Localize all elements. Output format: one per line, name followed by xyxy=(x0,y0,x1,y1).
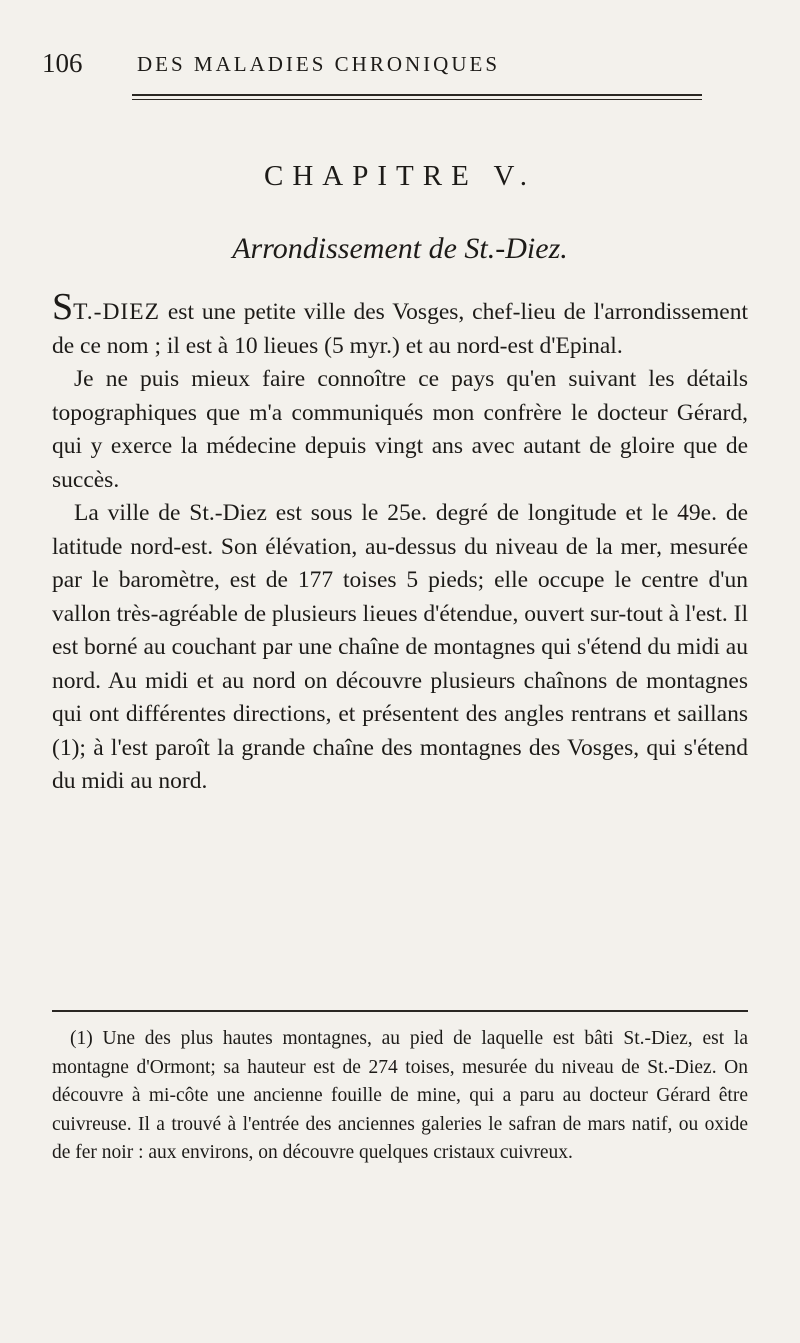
paragraph-2: Je ne puis mieux faire connoître ce pays qu'en suivant les détails topographiques que m'a communiqués mon confrère le docteur Gérard, qui y exerce la médecine depuis vingt ans avec autant de gloire que de succès. xyxy=(52,366,748,493)
footnote-text: (1) Une des plus hautes montagnes, au pied de laquelle est bâti St.-Diez, est la montagne d'Ormont; sa hauteur est de 274 toises, mesurée du niveau de St.-Diez. On découvre à mi-côte une ancienne fouille de mine, qui a paru au docteur Gérard être cuivreuse. Il a trouvé à l'entrée des anciennes galeries le safran de mars natif, ou oxide de fer noir : aux environs, on découvre quelques cristaux cuivreux. xyxy=(52,1028,748,1163)
page-number: 106 xyxy=(42,48,83,78)
paragraph-1 xyxy=(52,286,748,363)
place-name: T.-DIEZ xyxy=(73,299,160,325)
running-head xyxy=(42,48,758,82)
paragraph-3: La ville de St.-Diez est sous le 25e. degré de longitude et le 49e. de latitude nord-est. Son élévation, au-dessus du niveau de la mer, mesurée par le baromètre, est de 177 toises 5 pieds; elle occupe le centre d'un vallon très-agréable de plusieurs lieues d'étendue, ouvert sur-tout à l'est. Il est borné au couchant par une chaîne de montagnes qui s'étend du midi au nord. Au midi et au nord on découvre plusieurs chaînons de montagnes qui ont différentes directions, et présentent des angles rentrans et saillans (1); à l'est paroît la grande chaîne des montagnes des Vosges, qui s'étend du midi au nord. xyxy=(52,500,748,794)
running-title: DES MALADIES CHRONIQUES xyxy=(137,52,501,76)
paragraph-1-text: est une petite ville des Vosges, chef-lieu de l'arrondissement de ce nom ; il est à 10 lieues (5 myr.) et au nord-est d'Epinal. xyxy=(52,299,748,359)
footnote xyxy=(52,1025,748,1168)
chapter-subtitle: Arrondissement de St.-Diez. xyxy=(232,232,568,265)
chapter-title: CHAPITRE V. xyxy=(264,160,536,192)
footnote-rule xyxy=(52,1010,748,1012)
drop-cap: S xyxy=(52,286,74,328)
header-rule xyxy=(132,94,702,100)
body-text xyxy=(52,286,748,799)
